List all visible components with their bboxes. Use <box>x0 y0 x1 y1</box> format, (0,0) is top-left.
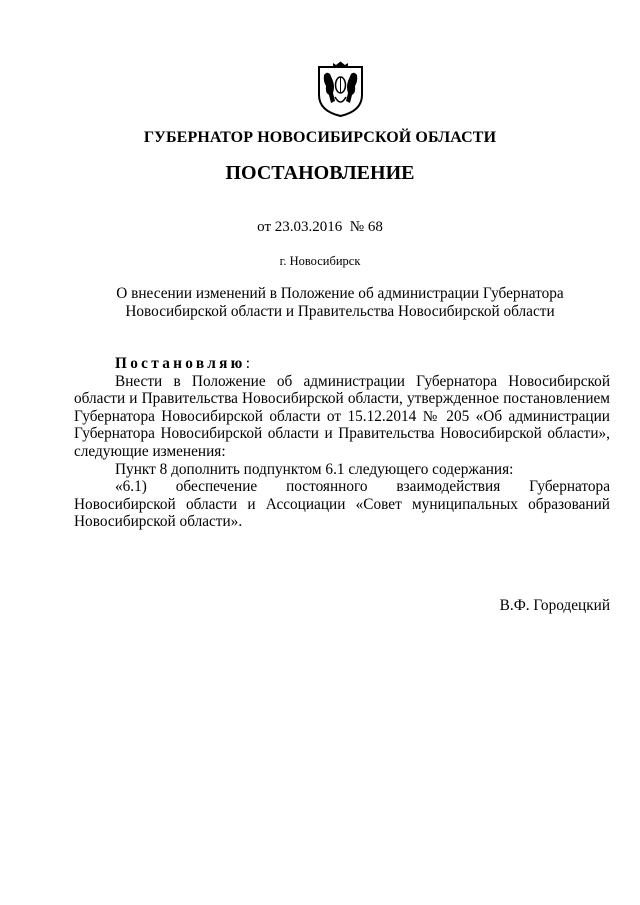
resolve-line <box>74 355 610 373</box>
document-number: № 68 <box>349 219 383 235</box>
date-prefix: от <box>257 219 272 235</box>
coat-of-arms-icon <box>316 61 365 118</box>
body-paragraph-1: Внести в Положение об администрации Губернатора Новосибирской области и Правительства Новосибирской области, утвержденное постановлением Губернатора Новосибирской области от 15.12.2014 № 205 «Об администрации Губернатора Новосибирской области и Правительства Новосибирской области», следующие изменения: <box>74 372 610 460</box>
document-date: 23.03.2016 <box>274 219 343 235</box>
date-number-line <box>0 219 640 236</box>
document-title: О внесении изменений в Положение об администрации Губернатора Новосибирской области и Правительства Новосибирской области <box>116 285 564 320</box>
resolve-colon: : <box>245 355 250 372</box>
city-line: г. Новосибирск <box>279 254 361 268</box>
signature-name: В.Ф. Городецкий <box>499 597 610 614</box>
body-paragraph-3: «6.1) обеспечение постоянного взаимодействия Губернатора Новосибирской области и Ассоциации «Совет муниципальных образований Новосибирской области». <box>74 478 610 531</box>
authority-heading: ГУБЕРНАТОР НОВОСИБИРСКОЙ ОБЛАСТИ <box>143 129 497 146</box>
body-paragraph-2: Пункт 8 дополнить подпунктом 6.1 следующего содержания: <box>115 460 514 478</box>
document-body <box>74 355 610 531</box>
document-type: ПОСТАНОВЛЕНИЕ <box>225 162 415 184</box>
resolve-word: Постановляю <box>115 355 246 372</box>
